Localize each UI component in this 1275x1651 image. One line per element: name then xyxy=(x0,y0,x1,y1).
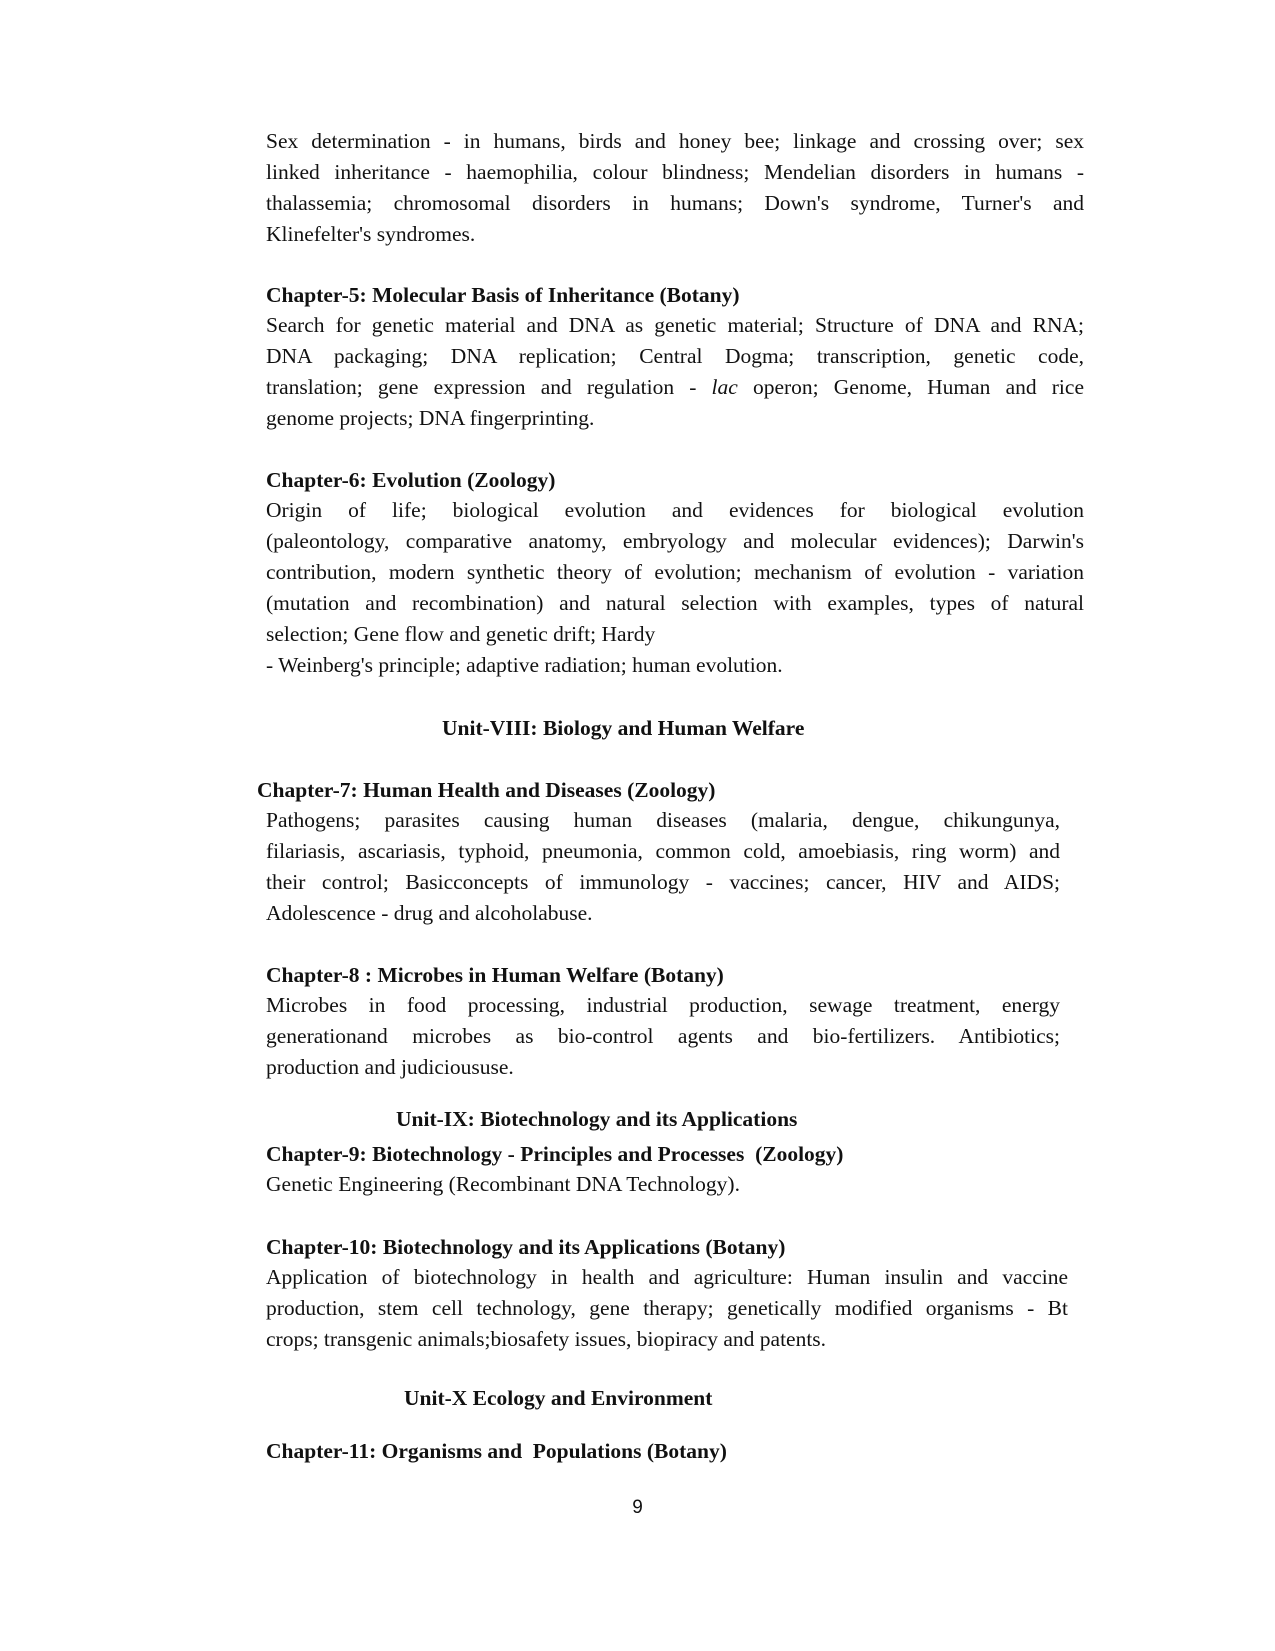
paragraph-line: Klinefelter's syndromes. xyxy=(266,222,476,246)
paragraph-line: DNA packaging; DNA replication; Central Dogma; transcription, genetic code, xyxy=(266,344,1084,368)
chapter-10-heading: Chapter-10: Biotechnology and its Applications (Botany) xyxy=(266,1235,786,1259)
chapter-9-body xyxy=(266,1169,1060,1200)
paragraph-line: selection; Gene flow and genetic drift; Hardy xyxy=(266,622,656,646)
paragraph-line-with-italic xyxy=(266,372,1084,403)
italic-term: lac xyxy=(711,375,738,399)
paragraph-line: contribution, modern synthetic theory of evolution; mechanism of evolution - variation xyxy=(266,560,1084,584)
paragraph-line: linked inheritance - haemophilia, colour blindness; Mendelian disorders in humans - xyxy=(266,160,1084,184)
paragraph-line: Pathogens; parasites causing human diseases (malaria, dengue, chikungunya, xyxy=(266,808,1060,832)
chapter-6-body xyxy=(266,495,1084,681)
paragraph-line: thalassemia; chromosomal disorders in humans; Down's syndrome, Turner's and xyxy=(266,191,1084,215)
page-number: 9 xyxy=(632,1497,643,1518)
paragraph-line: their control; Basicconcepts of immunology - vaccines; cancer, HIV and AIDS; xyxy=(266,870,1060,894)
paragraph-line: Microbes in food processing, industrial production, sewage treatment, energy xyxy=(266,993,1060,1017)
chapter-8-heading: Chapter-8 : Microbes in Human Welfare (Botany) xyxy=(266,963,724,987)
sex-determination-paragraph xyxy=(266,126,1084,250)
paragraph-line: Application of biotechnology in health and agriculture: Human insulin and vaccine xyxy=(266,1265,1068,1289)
chapter-8-body xyxy=(266,990,1060,1083)
paragraph-line: - Weinberg's principle; adaptive radiation; human evolution. xyxy=(266,653,783,677)
unit-9-title: Unit-IX: Biotechnology and its Applications xyxy=(396,1107,798,1131)
paragraph-line: production and judicioususe. xyxy=(266,1055,514,1079)
chapter-5-heading: Chapter-5: Molecular Basis of Inheritance (Botany) xyxy=(266,283,740,307)
paragraph-line: crops; transgenic animals;biosafety issues, biopiracy and patents. xyxy=(266,1327,827,1351)
chapter-9-heading: Chapter-9: Biotechnology - Principles and Processes (Zoology) xyxy=(266,1142,844,1166)
chapter-6-heading: Chapter-6: Evolution (Zoology) xyxy=(266,468,556,492)
text-segment: operon; Genome, Human and rice xyxy=(737,375,1084,399)
chapter-7-body xyxy=(266,805,1060,929)
paragraph-line: (mutation and recombination) and natural selection with examples, types of natural xyxy=(266,591,1084,615)
paragraph-line: filariasis, ascariasis, typhoid, pneumonia, common cold, amoebiasis, ring worm) and xyxy=(266,839,1060,863)
paragraph-line: production, stem cell technology, gene therapy; genetically modified organisms - Bt xyxy=(266,1296,1068,1320)
paragraph-line: Genetic Engineering (Recombinant DNA Technology). xyxy=(266,1172,740,1196)
paragraph-line: Origin of life; biological evolution and evidences for biological evolution xyxy=(266,498,1084,522)
unit-10-title: Unit-X Ecology and Environment xyxy=(404,1386,713,1410)
unit-8-title: Unit-VIII: Biology and Human Welfare xyxy=(442,716,805,740)
paragraph-line: (paleontology, comparative anatomy, embryology and molecular evidences); Darwin's xyxy=(266,529,1084,553)
paragraph-line: Adolescence - drug and alcoholabuse. xyxy=(266,901,593,925)
chapter-7-heading: Chapter-7: Human Health and Diseases (Zoology) xyxy=(257,778,716,802)
chapter-5-body xyxy=(266,310,1084,434)
chapter-10-body xyxy=(266,1262,1068,1355)
paragraph-line: Search for genetic material and DNA as genetic material; Structure of DNA and RNA; xyxy=(266,313,1084,337)
chapter-11-heading: Chapter-11: Organisms and Populations (Botany) xyxy=(266,1439,727,1463)
text-segment: translation; gene expression and regulation - xyxy=(266,375,712,399)
paragraph-line: Sex determination - in humans, birds and honey bee; linkage and crossing over; sex xyxy=(266,129,1084,153)
paragraph-line: generationand microbes as bio-control agents and bio-fertilizers. Antibiotics; xyxy=(266,1024,1060,1048)
paragraph-line: genome projects; DNA fingerprinting. xyxy=(266,406,595,430)
